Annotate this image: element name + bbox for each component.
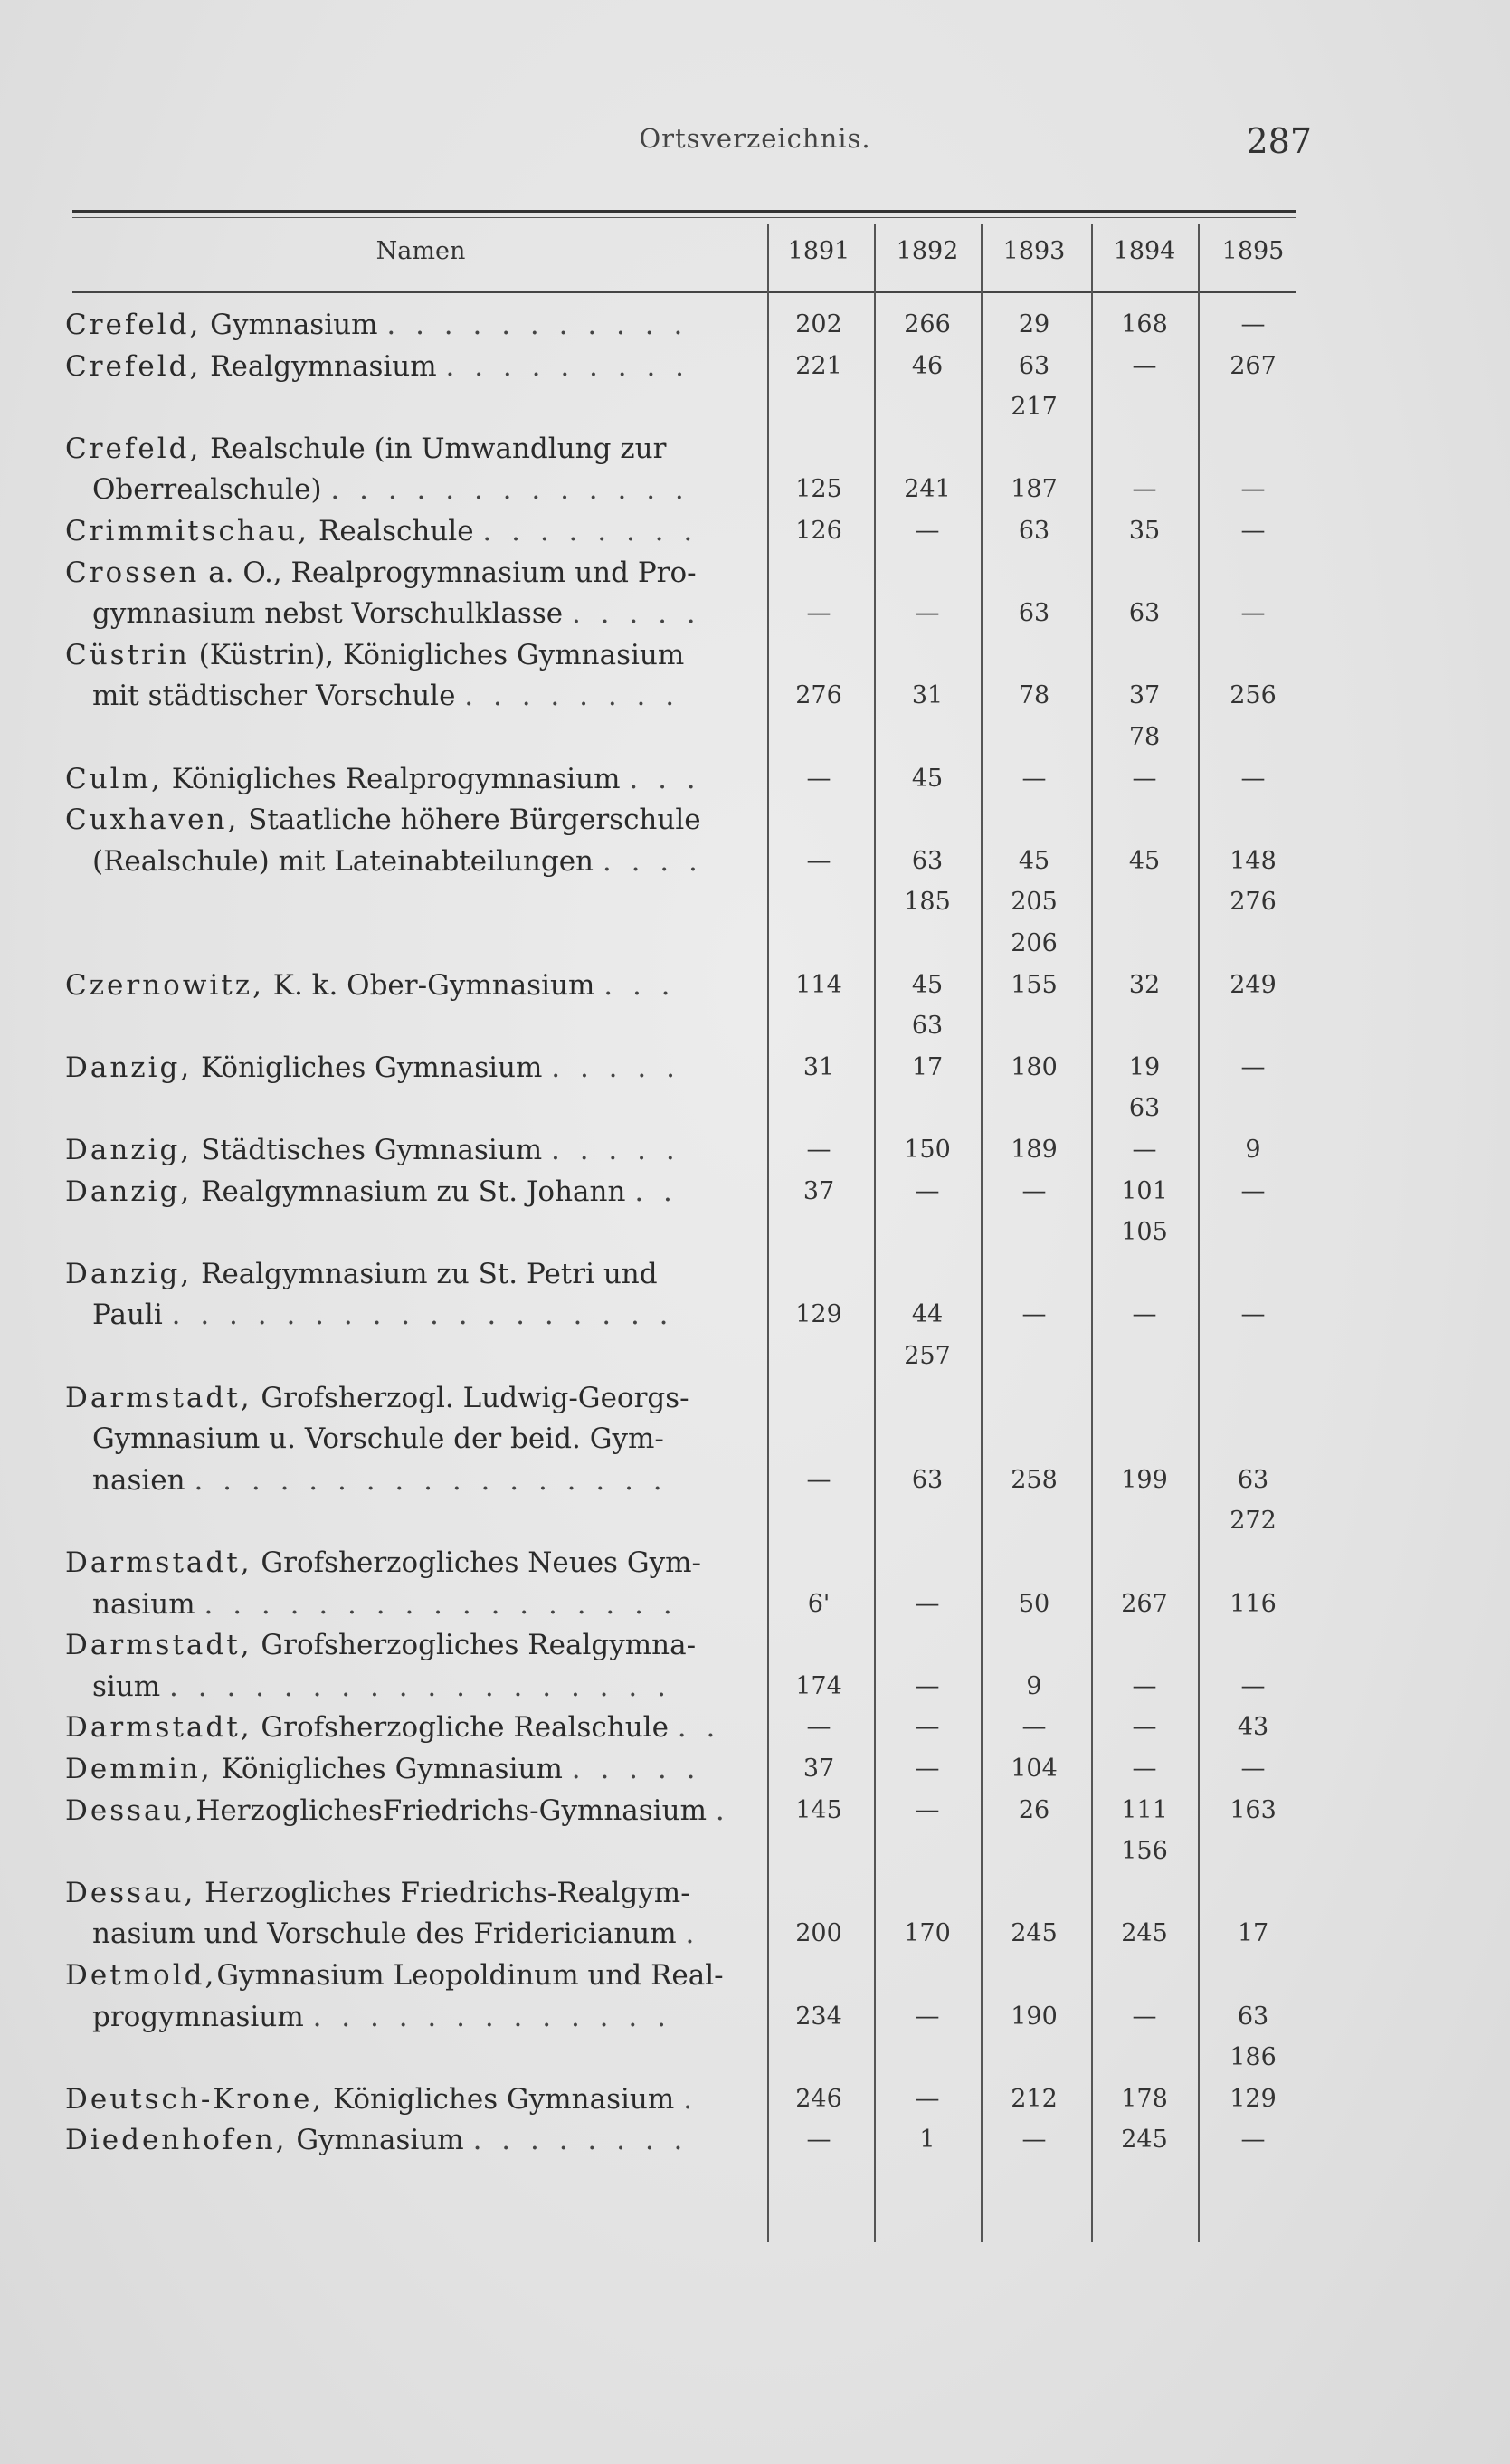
year-value: 105	[1121, 1218, 1168, 1247]
entry-name	[65, 799, 730, 841]
year-value: 44	[911, 1300, 944, 1329]
entry-name	[65, 2119, 730, 2161]
year-value: 256	[1230, 681, 1277, 710]
running-head: Ortsverzeichnis.	[639, 123, 871, 154]
top-rule-thin	[72, 217, 1296, 218]
year-value: 63	[1237, 1465, 1269, 1494]
table-row	[0, 1707, 1510, 1748]
year-value: 9	[1245, 1136, 1261, 1164]
year-value: 212	[1011, 2084, 1058, 2113]
leader-dots: . .	[634, 1175, 678, 1208]
table-row	[0, 799, 1510, 841]
year-value: —	[806, 846, 831, 875]
year-value: 241	[904, 475, 951, 504]
year-value: 114	[795, 970, 842, 999]
entry-name	[65, 2079, 730, 2120]
table-row	[0, 923, 1510, 965]
year-value: —	[1132, 1300, 1157, 1329]
table-row	[0, 2037, 1510, 2079]
year-value: —	[915, 1589, 940, 1618]
page-number: 287	[1246, 121, 1312, 161]
leader-dots: . .	[677, 1711, 721, 1745]
year-value: 174	[795, 1671, 842, 1700]
leader-dots: .	[685, 1917, 700, 1951]
year-value: —	[915, 2084, 940, 2113]
table-row	[0, 1500, 1510, 1542]
place-name: Dessau,	[65, 1876, 196, 1909]
school-description: nasium und Vorschule des Fridericianum	[92, 1917, 677, 1951]
year-value: —	[1240, 475, 1266, 504]
year-value: 276	[795, 681, 842, 710]
year-value: 46	[911, 351, 944, 380]
year-value: —	[1021, 1176, 1047, 1205]
year-value: 63	[1128, 599, 1161, 628]
year-value: —	[1132, 1755, 1157, 1783]
year-value: 249	[1230, 970, 1277, 999]
school-description: Pauli	[92, 1299, 163, 1332]
entry-name	[92, 1460, 730, 1501]
year-value: —	[1240, 2126, 1266, 2155]
table-row	[0, 1129, 1510, 1171]
place-name: Danzig,	[65, 1134, 193, 1166]
year-value: —	[915, 1671, 940, 1700]
place-name: Deutsch-Krone,	[65, 2082, 325, 2116]
year-value: 245	[1121, 2126, 1168, 2155]
school-description: progymnasium	[92, 2000, 304, 2033]
leader-dots: . . . . . . . .	[482, 515, 698, 547]
year-value: 145	[795, 1795, 842, 1824]
school-description: Grofsherzogl. Ludwig-Georgs-	[252, 1381, 689, 1414]
place-name: Crefeld,	[65, 432, 202, 465]
year-value: 276	[1230, 888, 1277, 917]
year-value: 189	[1011, 1136, 1058, 1164]
school-description: Herzogliches Friedrichs-Realgym-	[195, 1876, 690, 1909]
year-value: 63	[1128, 1094, 1161, 1123]
column-header-year: 1894	[1113, 237, 1176, 265]
school-description: Realgymnasium	[201, 349, 437, 383]
year-value: —	[915, 1795, 940, 1824]
top-rule	[72, 210, 1296, 213]
place-name: Cuxhaven,	[65, 804, 240, 837]
year-value: 116	[1230, 1589, 1277, 1618]
table-row	[0, 841, 1510, 882]
year-value: 101	[1121, 1176, 1168, 1205]
place-name: Darmstadt,	[65, 1546, 252, 1579]
year-value: 63	[911, 1465, 944, 1494]
year-value: 217	[1011, 393, 1058, 422]
table-row	[0, 881, 1510, 923]
school-description: Grofsherzogliches Realgymna-	[252, 1629, 697, 1662]
place-name: Crefeld,	[65, 349, 202, 383]
year-value: 35	[1128, 517, 1161, 545]
year-value: —	[1240, 517, 1266, 545]
year-value: 17	[1237, 1919, 1269, 1948]
year-value: 221	[795, 351, 842, 380]
year-value: —	[1132, 351, 1157, 380]
entry-name	[65, 304, 730, 346]
year-value: 200	[795, 1919, 842, 1948]
year-value: 63	[1018, 351, 1050, 380]
entry-name	[65, 346, 730, 387]
table-row	[0, 510, 1510, 552]
year-value: 43	[1237, 1713, 1269, 1742]
entry-name	[65, 510, 730, 552]
place-name: Crefeld,	[65, 309, 202, 341]
year-value: —	[1132, 1671, 1157, 1700]
table-row	[0, 758, 1510, 800]
leader-dots: . . . . . . . . . . . . .	[330, 473, 689, 507]
place-name: Detmold,	[65, 1959, 217, 1992]
leader-dots: . . . . . . . .	[472, 2124, 689, 2157]
year-value: 150	[904, 1136, 951, 1164]
year-value: 63	[911, 1012, 944, 1041]
year-value: —	[1240, 764, 1266, 793]
place-name: Cüstrin	[65, 638, 190, 671]
school-description: Gymnasium	[201, 309, 378, 341]
entry-name	[92, 1913, 730, 1955]
entry-name	[65, 758, 730, 800]
table-row	[0, 1748, 1510, 1790]
table-row	[0, 1253, 1510, 1295]
year-value: 45	[911, 970, 944, 999]
column-header-year: 1891	[787, 237, 850, 265]
school-description: mit städtischer Vorschule	[92, 680, 456, 713]
year-value: 125	[795, 475, 842, 504]
school-description: Königliches Gymnasium	[212, 1753, 563, 1785]
table-row	[0, 1996, 1510, 2038]
entry-name	[65, 1253, 730, 1295]
leader-dots: . . . . .	[571, 597, 701, 631]
year-value: —	[1240, 1176, 1266, 1205]
entry-name	[65, 1542, 730, 1584]
leader-dots: .	[715, 1793, 730, 1827]
year-value: 126	[795, 517, 842, 545]
place-name: Culm,	[65, 762, 163, 795]
year-value: —	[806, 2126, 831, 2155]
school-description: (Küstrin), Königliches Gymnasium	[189, 638, 685, 671]
place-name: Czernowitz,	[65, 968, 264, 1002]
table-row	[0, 1542, 1510, 1584]
entry-name	[65, 965, 730, 1006]
leader-dots: . . .	[629, 762, 701, 795]
year-value: —	[1132, 1136, 1157, 1164]
year-value: 63	[1018, 599, 1050, 628]
year-value: 104	[1011, 1755, 1058, 1783]
school-description: Städtisches Gymnasium	[192, 1134, 543, 1166]
year-value: 129	[1230, 2084, 1277, 2113]
school-description: Realgymnasium zu St. Johann	[192, 1175, 626, 1208]
table-row	[0, 1913, 1510, 1955]
table-row	[0, 593, 1510, 634]
column-header-names: Namen	[375, 237, 466, 265]
entry-name	[65, 1047, 730, 1089]
year-value: —	[806, 599, 831, 628]
table-row	[0, 428, 1510, 470]
year-value: 78	[1128, 723, 1161, 751]
entry-name	[65, 428, 730, 470]
year-value: 234	[795, 2002, 842, 2031]
leader-dots: . . . . . . . . . . . . .	[312, 2000, 671, 2033]
school-description: K. k. Ober-Gymnasium	[263, 968, 595, 1002]
year-value: 37	[1128, 681, 1161, 710]
year-value: —	[915, 599, 940, 628]
year-value: 1	[919, 2126, 935, 2155]
entry-name	[65, 1790, 730, 1831]
year-value: 31	[802, 1052, 835, 1081]
year-value: —	[915, 2002, 940, 2031]
table-row	[0, 1460, 1510, 1501]
leader-dots: . . . . . . . . .	[445, 349, 690, 383]
year-value: —	[1132, 475, 1157, 504]
year-value: 155	[1011, 970, 1058, 999]
school-description: Gymnasium u. Vorschule der beid. Gym-	[92, 1422, 664, 1456]
year-value: —	[806, 1465, 831, 1494]
entry-name	[65, 1748, 730, 1790]
year-value: —	[915, 517, 940, 545]
year-value: —	[1021, 764, 1047, 793]
year-value: 187	[1011, 475, 1058, 504]
school-description: Königliches Gymnasium	[192, 1051, 543, 1084]
year-value: —	[806, 1136, 831, 1164]
year-value: —	[1021, 1713, 1047, 1742]
year-value: 6'	[807, 1589, 831, 1618]
year-value: 63	[1237, 2002, 1269, 2031]
year-value: 272	[1230, 1507, 1277, 1536]
year-value: —	[915, 1176, 940, 1205]
entry-name	[65, 1129, 730, 1171]
school-description: Staatliche höhere Bürgerschule	[239, 804, 701, 837]
entry-name	[65, 1624, 730, 1666]
year-value: 111	[1121, 1795, 1168, 1824]
table-row	[0, 1377, 1510, 1419]
entry-name	[65, 634, 730, 676]
year-value: 148	[1230, 846, 1277, 875]
place-name: Darmstadt,	[65, 1381, 252, 1414]
school-description: sium	[92, 1670, 161, 1703]
leader-dots: . . . . . . . . . . . . . . . . .	[204, 1587, 678, 1621]
table-row	[0, 1955, 1510, 1996]
table-row	[0, 469, 1510, 510]
school-description: nasium	[92, 1587, 195, 1621]
school-description: Grofsherzogliche Realschule	[252, 1711, 669, 1745]
entry-name	[92, 1294, 730, 1336]
header-rule	[72, 291, 1296, 293]
year-value: 267	[1230, 351, 1277, 380]
entry-name	[65, 1707, 730, 1748]
year-value: 245	[1011, 1919, 1058, 1948]
year-value: 257	[904, 1342, 951, 1370]
year-value: —	[1240, 1755, 1266, 1783]
school-description: Oberrealschule)	[92, 473, 322, 507]
school-description: a. O., Realprogymnasium und Pro-	[199, 556, 697, 589]
place-name: Crossen	[65, 556, 200, 589]
year-value: —	[1021, 2126, 1047, 2155]
table-row	[0, 965, 1510, 1006]
table-row	[0, 1047, 1510, 1089]
year-value: —	[1132, 2002, 1157, 2031]
year-value: —	[1240, 599, 1266, 628]
year-value: 32	[1128, 970, 1161, 999]
column-header-year: 1893	[1002, 237, 1066, 265]
entry-name	[92, 1584, 730, 1625]
table-row	[0, 1005, 1510, 1047]
entry-name	[92, 841, 730, 882]
year-value: 170	[904, 1919, 951, 1948]
year-value: 26	[1018, 1795, 1050, 1824]
year-value: 37	[802, 1755, 835, 1783]
year-value: 199	[1121, 1465, 1168, 1494]
year-value: —	[806, 1713, 831, 1742]
year-value: 266	[904, 310, 951, 338]
entry-name	[92, 1666, 730, 1708]
column-header-year: 1895	[1221, 237, 1285, 265]
table-row	[0, 1171, 1510, 1213]
school-description: Grofsherzogliches Neues Gym-	[252, 1546, 701, 1579]
table-row	[0, 346, 1510, 387]
table-row	[0, 304, 1510, 346]
year-value: 168	[1121, 310, 1168, 338]
year-value: —	[1132, 764, 1157, 793]
year-value: 202	[795, 310, 842, 338]
year-value: 186	[1230, 2043, 1277, 2072]
year-value: 19	[1128, 1052, 1161, 1081]
year-value: 190	[1011, 2002, 1058, 2031]
year-value: —	[1240, 1300, 1266, 1329]
table-row	[0, 1666, 1510, 1708]
school-description: HerzoglichesFriedrichs-Gymnasium	[195, 1793, 707, 1827]
leader-dots: . . . . . . . . . . . . . . . . . .	[171, 1299, 674, 1332]
table-row	[0, 717, 1510, 758]
table-row	[0, 1088, 1510, 1129]
entry-name	[65, 1171, 730, 1213]
school-description: Realschule	[309, 515, 474, 547]
entry-name	[65, 1872, 730, 1914]
year-value: —	[915, 1713, 940, 1742]
table-row	[0, 1294, 1510, 1336]
leader-dots: . . . .	[602, 844, 703, 878]
year-value: 246	[795, 2084, 842, 2113]
school-description: Realschule (in Umwandlung zur	[201, 432, 667, 465]
entry-name	[92, 593, 730, 634]
entry-name	[65, 552, 730, 594]
leader-dots: . . . . . . . . . . . . . . . . .	[194, 1463, 668, 1497]
table-row	[0, 1584, 1510, 1625]
year-value: 206	[1011, 929, 1058, 957]
year-value: 205	[1011, 888, 1058, 917]
school-description: Königliches Gymnasium	[324, 2082, 675, 2116]
entry-name	[65, 1377, 730, 1419]
table-row	[0, 634, 1510, 676]
year-value: 178	[1121, 2084, 1168, 2113]
place-name: Danzig,	[65, 1175, 193, 1208]
year-value: 50	[1018, 1589, 1050, 1618]
leader-dots: . . . . . . . . . . . . . . . . . .	[169, 1670, 671, 1703]
year-value: 78	[1018, 681, 1050, 710]
leader-dots: . . . . .	[571, 1753, 701, 1785]
entry-name	[92, 1996, 730, 2038]
table-row	[0, 386, 1510, 428]
table-row	[0, 1212, 1510, 1253]
school-description: (Realschule) mit Lateinabteilungen	[92, 844, 594, 878]
place-name: Crimmitschau,	[65, 515, 310, 547]
place-name: Danzig,	[65, 1257, 193, 1290]
year-value: 63	[1018, 517, 1050, 545]
table-row	[0, 1336, 1510, 1377]
table-row	[0, 2079, 1510, 2120]
entry-name	[92, 675, 730, 717]
place-name: Demmin,	[65, 1753, 213, 1785]
year-value: 245	[1121, 1919, 1168, 1948]
school-description: Gymnasium	[287, 2124, 464, 2157]
leader-dots: . . . . .	[551, 1134, 680, 1166]
table-row	[0, 1831, 1510, 1872]
entry-name	[92, 469, 730, 510]
place-name: Danzig,	[65, 1051, 193, 1084]
year-value: 129	[795, 1300, 842, 1329]
year-value: —	[915, 1755, 940, 1783]
year-value: —	[1240, 1671, 1266, 1700]
year-value: 17	[911, 1052, 944, 1081]
leader-dots: . . .	[603, 968, 676, 1002]
year-value: 63	[911, 846, 944, 875]
year-value: 45	[1128, 846, 1161, 875]
school-description: gymnasium nebst Vorschulklasse	[92, 597, 564, 631]
year-value: 29	[1018, 310, 1050, 338]
place-name: Dessau,	[65, 1793, 196, 1827]
table-row	[0, 2119, 1510, 2161]
year-value: 37	[802, 1176, 835, 1205]
year-value: —	[1240, 1052, 1266, 1081]
leader-dots: . . . . . . . . . . .	[386, 309, 689, 341]
place-name: Darmstadt,	[65, 1711, 252, 1745]
year-value: 9	[1026, 1671, 1042, 1700]
year-value: 45	[911, 764, 944, 793]
place-name: Darmstadt,	[65, 1629, 252, 1662]
year-value: —	[1132, 1713, 1157, 1742]
year-value: 156	[1121, 1837, 1168, 1866]
entry-name	[92, 1418, 730, 1460]
year-value: 258	[1011, 1465, 1058, 1494]
year-value: 45	[1018, 846, 1050, 875]
year-value: 180	[1011, 1052, 1058, 1081]
year-value: 163	[1230, 1795, 1277, 1824]
school-description: Realgymnasium zu St. Petri und	[192, 1257, 658, 1290]
table-row	[0, 675, 1510, 717]
column-header-year: 1892	[896, 237, 959, 265]
table-row	[0, 1872, 1510, 1914]
table-row	[0, 552, 1510, 594]
table-row	[0, 1418, 1510, 1460]
school-description: Königliches Realprogymnasium	[162, 762, 621, 795]
leader-dots: . . . . .	[551, 1051, 680, 1084]
leader-dots: . . . . . . . .	[464, 680, 680, 713]
year-value: —	[1021, 1300, 1047, 1329]
year-value: —	[806, 764, 831, 793]
school-description: nasien	[92, 1463, 185, 1497]
table-row	[0, 1624, 1510, 1666]
year-value: 31	[911, 681, 944, 710]
school-description: Gymnasium Leopoldinum und Real-	[216, 1959, 724, 1992]
table-row	[0, 1790, 1510, 1831]
entry-name	[65, 1955, 730, 1996]
place-name: Diedenhofen,	[65, 2124, 288, 2157]
year-value: —	[1240, 310, 1266, 338]
year-value: 267	[1121, 1589, 1168, 1618]
leader-dots: .	[683, 2082, 698, 2116]
year-value: 185	[904, 888, 951, 917]
